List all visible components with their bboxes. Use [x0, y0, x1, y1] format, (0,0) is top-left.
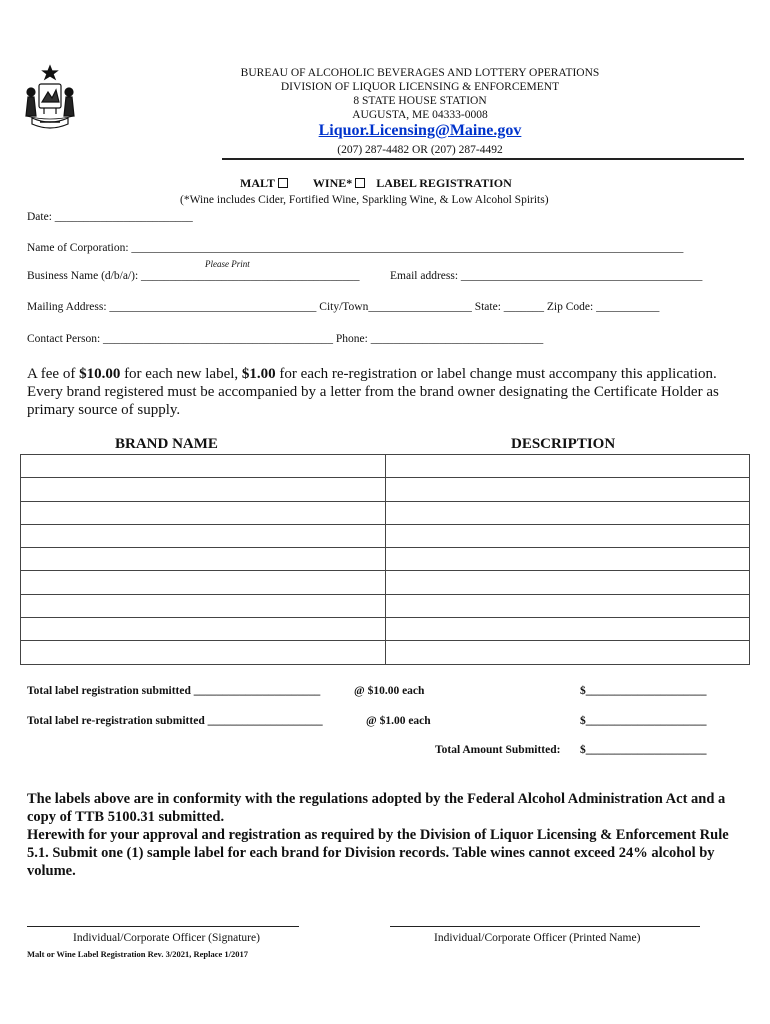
description-cell[interactable] — [386, 618, 750, 641]
total-re-rate: @ $1.00 each — [366, 715, 431, 727]
total-new-rate: @ $10.00 each — [354, 685, 425, 697]
description-cell[interactable] — [386, 641, 750, 664]
email-link[interactable]: Liquor.Licensing@Maine.gov — [318, 122, 522, 139]
contact-person-field[interactable]: Contact Person: ________________________________________ Phone: ______________________________ — [27, 333, 544, 345]
brand-name-header: BRAND NAME — [115, 436, 218, 452]
brand-name-cell[interactable] — [21, 548, 386, 571]
registration-type-row — [240, 176, 512, 191]
signature-caption: Individual/Corporate Officer (Signature) — [73, 932, 260, 944]
printed-name-caption: Individual/Corporate Officer (Printed Name) — [434, 932, 641, 944]
description-cell[interactable] — [386, 478, 750, 501]
date-field[interactable]: Date: ________________________ — [27, 211, 193, 223]
brand-name-cell[interactable] — [21, 501, 386, 524]
table-row — [21, 501, 750, 524]
fee-new-amount: $10.00 — [79, 366, 121, 382]
brand-name-cell[interactable] — [21, 478, 386, 501]
table-row — [21, 641, 750, 664]
mailing-address-field[interactable]: Mailing Address: ____________________________________ City/Town__________________ State: _______ Zip Code: ___________ — [27, 301, 660, 313]
table-row — [21, 478, 750, 501]
header-divider — [222, 158, 744, 160]
wine-checkbox[interactable] — [355, 178, 365, 188]
brand-name-cell[interactable] — [21, 618, 386, 641]
description-cell[interactable] — [386, 524, 750, 547]
description-cell[interactable] — [386, 501, 750, 524]
fee-text-1: A fee of — [27, 366, 80, 382]
signature-line[interactable] — [27, 926, 299, 927]
brand-name-cell[interactable] — [21, 455, 386, 478]
approval-statement: Herewith for your approval and registration as required by the Division of Liquor Licensing & Enforcement Rule 5.1. Submit one (1) sample label for each brand for Division records. Table wines cannot exceed 24% alcohol by volume. — [27, 827, 729, 879]
brand-name-cell[interactable] — [21, 594, 386, 617]
business-name-field[interactable]: Business Name (d/b/a/): ______________________________________ — [27, 270, 360, 282]
table-row — [21, 571, 750, 594]
fee-text-3: for each re-registration or label change must accompany this application. Every brand registered must be accompanied by a letter from the brand owner designating the Certificate Holder as primary source of supply. — [27, 366, 719, 418]
fee-re-amount: $1.00 — [241, 366, 276, 382]
email-address-field[interactable]: Email address: __________________________________________ — [390, 270, 703, 282]
total-re-amount[interactable]: $_____________________ — [580, 715, 707, 727]
description-cell[interactable] — [386, 548, 750, 571]
city-address: AUGUSTA, ME 04333-0008 — [352, 109, 488, 121]
please-print-hint: Please Print — [205, 259, 250, 269]
fee-paragraph — [27, 365, 737, 419]
table-row — [21, 594, 750, 617]
brand-name-cell[interactable] — [21, 641, 386, 664]
wine-label: WINE* — [312, 176, 353, 190]
corporation-field[interactable]: Name of Corporation: ________________________________________________________________________________________________ — [27, 242, 684, 254]
fee-text-2: for each new label, — [120, 366, 242, 382]
total-amount-label: Total Amount Submitted: — [435, 744, 561, 756]
conformity-statement: The labels above are in conformity with the regulations adopted by the Federal Alcohol Administration Act and a copy of TTB 5100.31 submitted. — [27, 791, 726, 825]
brand-name-cell[interactable] — [21, 571, 386, 594]
phone-numbers: (207) 287-4482 OR (207) 287-4492 — [337, 144, 503, 156]
bureau-name: BUREAU OF ALCOHOLIC BEVERAGES AND LOTTERY OPERATIONS — [240, 67, 600, 79]
division-name: DIVISION OF LIQUOR LICENSING & ENFORCEMENT — [280, 81, 560, 93]
malt-checkbox[interactable] — [278, 178, 288, 188]
malt-label: MALT — [240, 176, 275, 190]
maine-state-seal — [22, 64, 78, 134]
street-address: 8 STATE HOUSE STATION — [353, 95, 487, 107]
registration-title: LABEL REGISTRATION — [376, 176, 512, 190]
total-amount-field[interactable]: $_____________________ — [580, 744, 707, 756]
total-new-amount[interactable]: $_____________________ — [580, 685, 707, 697]
table-row — [21, 548, 750, 571]
wine-note: (*Wine includes Cider, Fortified Wine, Sparkling Wine, & Low Alcohol Spirits) — [180, 194, 549, 206]
brand-name-cell[interactable] — [21, 524, 386, 547]
brand-table — [20, 454, 750, 665]
table-row — [21, 524, 750, 547]
table-row — [21, 455, 750, 478]
description-cell[interactable] — [386, 455, 750, 478]
table-row — [21, 618, 750, 641]
printed-name-line[interactable] — [390, 926, 700, 927]
total-re-label[interactable]: Total label re-registration submitted ____________________ — [27, 715, 323, 727]
description-cell[interactable] — [386, 571, 750, 594]
total-new-label[interactable]: Total label registration submitted ______________________ — [27, 685, 321, 697]
description-cell[interactable] — [386, 594, 750, 617]
description-header: DESCRIPTION — [511, 436, 616, 452]
revision-footer: Malt or Wine Label Registration Rev. 3/2021, Replace 1/2017 — [27, 949, 248, 959]
